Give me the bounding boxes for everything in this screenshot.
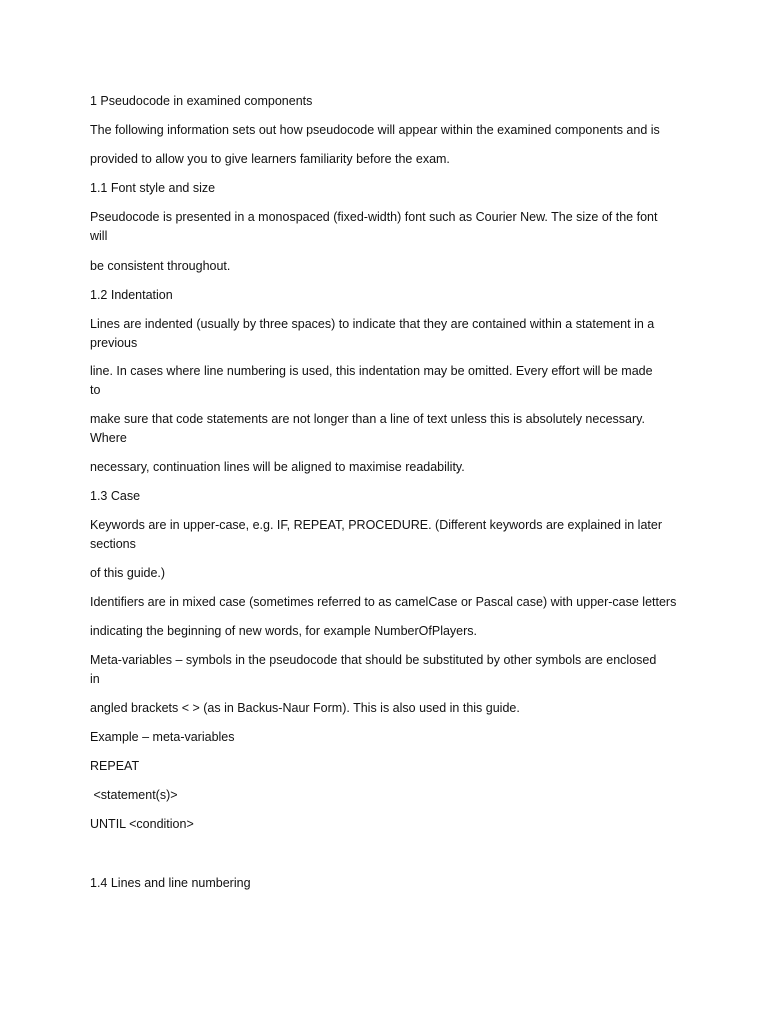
heading-pseudocode-examined: 1 Pseudocode in examined components (90, 94, 313, 108)
body-paragraph: The following information sets out how pseudocode will appear within the examined components and is (90, 123, 660, 137)
code-line: <statement(s)> (90, 788, 178, 802)
body-paragraph: necessary, continuation lines will be aligned to maximise readability. (90, 460, 465, 474)
heading-case: 1.3 Case (90, 489, 141, 503)
heading-lines-numbering: 1.4 Lines and line numbering (90, 876, 251, 890)
body-paragraph: indicating the beginning of new words, for example NumberOfPlayers. (90, 624, 478, 638)
body-paragraph: Pseudocode is presented in a monospaced (fixed-width) font such as Courier New. The size of the font will (90, 210, 658, 243)
code-line: REPEAT (90, 759, 140, 773)
code-line: UNTIL <condition> (90, 817, 194, 831)
body-paragraph: Keywords are in upper-case, e.g. IF, REPEAT, PROCEDURE. (Different keywords are explained in later sections (90, 518, 662, 551)
body-paragraph: make sure that code statements are not longer than a line of text unless this is absolutely necessary. Where (90, 412, 645, 445)
body-paragraph: provided to allow you to give learners familiarity before the exam. (90, 152, 450, 166)
body-paragraph: Identifiers are in mixed case (sometimes referred to as camelCase or Pascal case) with upper-case letters (90, 595, 677, 609)
body-paragraph: angled brackets < > (as in Backus-Naur Form). This is also used in this guide. (90, 701, 520, 715)
body-paragraph: Meta-variables – symbols in the pseudocode that should be substituted by other symbols are enclosed in (90, 653, 657, 686)
body-paragraph: of this guide.) (90, 566, 166, 580)
body-paragraph: Lines are indented (usually by three spaces) to indicate that they are contained within a statement in a previous (90, 317, 655, 350)
example-label: Example – meta-variables (90, 730, 235, 744)
body-paragraph: line. In cases where line numbering is used, this indentation may be omitted. Every effort will be made to (90, 364, 653, 397)
heading-indentation: 1.2 Indentation (90, 288, 173, 302)
heading-font-style: 1.1 Font style and size (90, 181, 216, 195)
body-paragraph: be consistent throughout. (90, 259, 231, 273)
